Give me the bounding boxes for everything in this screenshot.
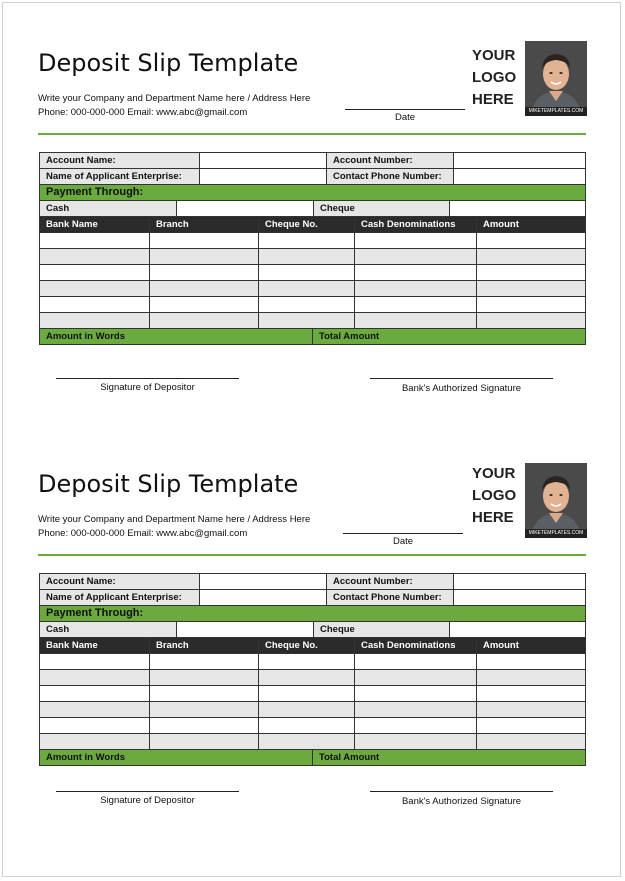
account-name-input[interactable] bbox=[199, 573, 327, 590]
table-cell[interactable] bbox=[149, 653, 259, 670]
column-header: Cheque No. bbox=[258, 637, 355, 654]
table-row bbox=[40, 670, 586, 686]
table-cell[interactable] bbox=[39, 232, 150, 249]
table-cell[interactable] bbox=[476, 733, 586, 750]
totals-row bbox=[40, 329, 586, 345]
cash-input[interactable] bbox=[176, 621, 314, 638]
amount-in-words-label: Amount in Words bbox=[39, 749, 313, 766]
section-divider bbox=[38, 554, 586, 556]
contact-line: Phone: 000-000-000 Email: www.abc@gmail.com bbox=[38, 528, 248, 539]
table-cell[interactable] bbox=[149, 280, 259, 297]
table-cell[interactable] bbox=[149, 232, 259, 249]
payment-through-header: Payment Through: bbox=[39, 184, 586, 201]
table-cell[interactable] bbox=[149, 296, 259, 313]
contact-phone-label: Contact Phone Number: bbox=[326, 168, 454, 185]
applicant-row bbox=[40, 590, 586, 606]
logo-line: LOGO bbox=[472, 69, 517, 86]
photo-watermark: MIKETEMPLATES.COM bbox=[525, 529, 587, 538]
account-number-input[interactable] bbox=[453, 573, 586, 590]
company-info bbox=[38, 92, 310, 120]
column-header: Branch bbox=[149, 637, 259, 654]
table-cell[interactable] bbox=[258, 312, 355, 329]
column-header: Bank Name bbox=[39, 637, 150, 654]
contact-phone-label: Contact Phone Number: bbox=[326, 589, 454, 606]
table-cell[interactable] bbox=[39, 280, 150, 297]
table-row bbox=[40, 265, 586, 281]
table-cell[interactable] bbox=[476, 701, 586, 718]
contact-line: Phone: 000-000-000 Email: www.abc@gmail.com bbox=[38, 107, 248, 118]
deposit-slip bbox=[0, 421, 625, 821]
table-cell[interactable] bbox=[258, 653, 355, 670]
cheque-label: Cheque bbox=[313, 200, 450, 217]
table-row bbox=[40, 233, 586, 249]
table-cell[interactable] bbox=[476, 232, 586, 249]
table-cell[interactable] bbox=[149, 669, 259, 686]
depositor-signature-line[interactable] bbox=[56, 791, 239, 792]
totals-row bbox=[40, 750, 586, 766]
table-cell[interactable] bbox=[354, 264, 477, 281]
table-cell[interactable] bbox=[354, 685, 477, 702]
table-cell[interactable] bbox=[354, 653, 477, 670]
table-cell[interactable] bbox=[476, 669, 586, 686]
table-cell[interactable] bbox=[476, 248, 586, 265]
amount-in-words-label: Amount in Words bbox=[39, 328, 313, 345]
table-cell[interactable] bbox=[258, 280, 355, 297]
table-cell[interactable] bbox=[354, 669, 477, 686]
table-row bbox=[40, 702, 586, 718]
table-cell[interactable] bbox=[39, 248, 150, 265]
section-divider bbox=[38, 133, 586, 135]
contact-phone-input[interactable] bbox=[453, 589, 586, 606]
table-cell[interactable] bbox=[354, 717, 477, 734]
table-cell[interactable] bbox=[39, 653, 150, 670]
applicant-label: Name of Applicant Enterprise: bbox=[39, 168, 200, 185]
table-cell[interactable] bbox=[354, 280, 477, 297]
table-header-row bbox=[40, 217, 586, 233]
table-cell[interactable] bbox=[476, 653, 586, 670]
table-row bbox=[40, 654, 586, 670]
table-cell[interactable] bbox=[39, 296, 150, 313]
logo-line: YOUR bbox=[472, 47, 516, 64]
applicant-label: Name of Applicant Enterprise: bbox=[39, 589, 200, 606]
logo-line: HERE bbox=[472, 509, 514, 526]
payment-through-header: Payment Through: bbox=[39, 605, 586, 622]
depositor-signature-line[interactable] bbox=[56, 378, 239, 379]
applicant-input[interactable] bbox=[199, 168, 327, 185]
table-cell[interactable] bbox=[258, 685, 355, 702]
deposit-slip bbox=[0, 0, 625, 400]
table-cell[interactable] bbox=[476, 296, 586, 313]
account-name-label: Account Name: bbox=[39, 152, 200, 169]
table-cell[interactable] bbox=[39, 264, 150, 281]
total-amount-label: Total Amount bbox=[312, 328, 586, 345]
table-cell[interactable] bbox=[476, 312, 586, 329]
table-row bbox=[40, 734, 586, 750]
page-title: Deposit Slip Template bbox=[38, 470, 299, 498]
table-cell[interactable] bbox=[354, 733, 477, 750]
table-cell[interactable] bbox=[258, 717, 355, 734]
table-row bbox=[40, 686, 586, 702]
table-cell[interactable] bbox=[39, 717, 150, 734]
account-number-label: Account Number: bbox=[326, 152, 454, 169]
company-address-line: Write your Company and Department Name here / Address Here bbox=[38, 514, 311, 525]
table-cell[interactable] bbox=[258, 733, 355, 750]
column-header: Amount bbox=[476, 637, 586, 654]
table-row bbox=[40, 297, 586, 313]
table-cell[interactable] bbox=[258, 296, 355, 313]
table-cell[interactable] bbox=[258, 248, 355, 265]
company-info bbox=[38, 513, 310, 541]
table-cell[interactable] bbox=[149, 248, 259, 265]
payment-through-row bbox=[40, 185, 586, 201]
column-header: Cash Denominations bbox=[354, 637, 477, 654]
table-cell[interactable] bbox=[354, 232, 477, 249]
cheque-input[interactable] bbox=[449, 200, 586, 217]
table-cell[interactable] bbox=[354, 296, 477, 313]
account-number-label: Account Number: bbox=[326, 573, 454, 590]
table-cell[interactable] bbox=[354, 248, 477, 265]
date-field[interactable] bbox=[343, 533, 463, 534]
applicant-row bbox=[40, 169, 586, 185]
cheque-label: Cheque bbox=[313, 621, 450, 638]
table-cell[interactable] bbox=[149, 701, 259, 718]
column-header: Branch bbox=[149, 216, 259, 233]
cash-label: Cash bbox=[39, 200, 177, 217]
cash-label: Cash bbox=[39, 621, 177, 638]
table-cell[interactable] bbox=[149, 264, 259, 281]
table-cell[interactable] bbox=[149, 685, 259, 702]
date-label: Date bbox=[392, 536, 414, 547]
cash-cheque-row bbox=[40, 622, 586, 638]
column-header: Cheque No. bbox=[258, 216, 355, 233]
total-amount-label: Total Amount bbox=[312, 749, 586, 766]
depositor-signature-label: Signature of Depositor bbox=[100, 382, 195, 393]
profile-photo bbox=[525, 463, 587, 538]
table-cell[interactable] bbox=[39, 312, 150, 329]
table-cell[interactable] bbox=[476, 280, 586, 297]
logo-line: YOUR bbox=[472, 465, 516, 482]
cash-input[interactable] bbox=[176, 200, 314, 217]
table-cell[interactable] bbox=[476, 264, 586, 281]
column-header: Cash Denominations bbox=[354, 216, 477, 233]
page-title: Deposit Slip Template bbox=[38, 49, 299, 77]
table-cell[interactable] bbox=[354, 312, 477, 329]
table-cell[interactable] bbox=[258, 701, 355, 718]
table-cell[interactable] bbox=[258, 669, 355, 686]
date-field[interactable] bbox=[345, 109, 465, 110]
column-header: Bank Name bbox=[39, 216, 150, 233]
date-label: Date bbox=[394, 112, 416, 123]
company-address-line: Write your Company and Department Name here / Address Here bbox=[38, 93, 311, 104]
table-cell[interactable] bbox=[149, 717, 259, 734]
profile-photo bbox=[525, 41, 587, 116]
account-row bbox=[40, 574, 586, 590]
table-row bbox=[40, 313, 586, 329]
payment-through-row bbox=[40, 606, 586, 622]
table-cell[interactable] bbox=[258, 232, 355, 249]
column-header: Amount bbox=[476, 216, 586, 233]
table-cell[interactable] bbox=[39, 669, 150, 686]
applicant-input[interactable] bbox=[199, 589, 327, 606]
bank-signature-line[interactable] bbox=[370, 791, 553, 792]
table-cell[interactable] bbox=[39, 685, 150, 702]
table-row bbox=[40, 718, 586, 734]
table-cell[interactable] bbox=[149, 312, 259, 329]
logo-line: HERE bbox=[472, 91, 514, 108]
account-row bbox=[40, 153, 586, 169]
table-cell[interactable] bbox=[476, 685, 586, 702]
table-cell[interactable] bbox=[149, 733, 259, 750]
bank-signature-label: Bank's Authorized Signature bbox=[401, 383, 522, 394]
table-cell[interactable] bbox=[354, 701, 477, 718]
table-header-row bbox=[40, 638, 586, 654]
depositor-signature-label: Signature of Depositor bbox=[100, 795, 195, 806]
bank-signature-line[interactable] bbox=[370, 378, 553, 379]
cash-cheque-row bbox=[40, 201, 586, 217]
table-cell[interactable] bbox=[39, 701, 150, 718]
logo-placeholder bbox=[472, 463, 520, 529]
bank-signature-label: Bank's Authorized Signature bbox=[401, 796, 522, 807]
account-name-input[interactable] bbox=[199, 152, 327, 169]
table-row bbox=[40, 281, 586, 297]
cheque-input[interactable] bbox=[449, 621, 586, 638]
table-row bbox=[40, 249, 586, 265]
logo-placeholder bbox=[472, 45, 520, 111]
photo-watermark: MIKETEMPLATES.COM bbox=[525, 107, 587, 116]
account-name-label: Account Name: bbox=[39, 573, 200, 590]
logo-line: LOGO bbox=[472, 487, 517, 504]
contact-phone-input[interactable] bbox=[453, 168, 586, 185]
table-cell[interactable] bbox=[258, 264, 355, 281]
table-cell[interactable] bbox=[476, 717, 586, 734]
table-cell[interactable] bbox=[39, 733, 150, 750]
account-number-input[interactable] bbox=[453, 152, 586, 169]
